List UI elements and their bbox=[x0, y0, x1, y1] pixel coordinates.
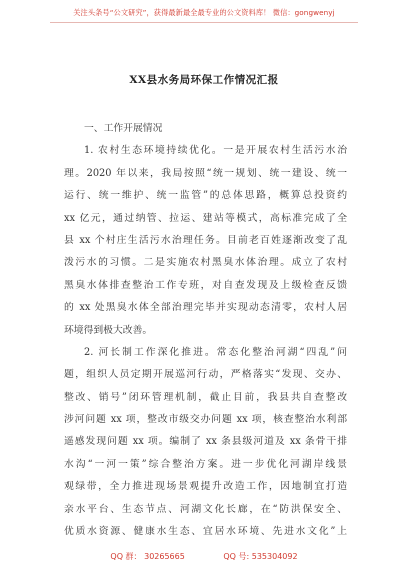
paragraph-line: 水沟“一河一策”综合整治方案。进一步优化河湖岸线景 bbox=[64, 458, 347, 470]
footer-contact bbox=[0, 551, 408, 562]
paragraph-line: 县 xx 个村庄生活污水治理任务。目前老百姓逐渐改变了乱 bbox=[64, 234, 347, 246]
paragraph-line: 运行、统一维护、统一监管”的总体思路，概算总投资约 bbox=[64, 190, 347, 202]
section-heading: 一、工作开展情况 bbox=[84, 123, 163, 134]
document-body bbox=[64, 118, 347, 543]
paragraph-line: xx 亿元，通过纳管、拉运、建站等模式，高标准完成了全 bbox=[64, 212, 347, 224]
paragraph-line: 亲水平台、生态节点、河湖文化长廊，在“防洪保安全、 bbox=[64, 503, 347, 515]
paragraph-line: 的 xx 处黑臭水体全部治理完毕并实现动态清零，农村人居 bbox=[64, 302, 347, 314]
paragraph-line: 遥感发现问题 xx 项。编制了 xx 条县级河道及 xx 条骨干排 bbox=[64, 436, 347, 448]
document-title: XX县水务局环保工作情况汇报 bbox=[129, 74, 279, 86]
paragraph-line: 涉河问题 xx 项，整改市级交办问题 xx 项，核查整治水利部 bbox=[64, 414, 347, 426]
paragraph-line: 优质水资源、健康水生态、宜居水环境、先进水文化”上 bbox=[64, 526, 347, 538]
paragraph-line: 观绿带，全力推进现场景观提升改造工作，因地制宜打造 bbox=[64, 481, 347, 493]
paragraph-line: 理。2020 年以来，我局按照“统一规划、统一建设、统一 bbox=[64, 167, 347, 179]
qq-number-text: QQ 号: 535304092 bbox=[223, 552, 298, 561]
header-divider bbox=[50, 22, 358, 23]
paragraph-line: 泼污水的习惯。二是实施农村黑臭水体治理。成立了农村 bbox=[64, 257, 347, 269]
paragraph-line: 整改、销号”闭环管理机制，截止目前，我县共自查整改 bbox=[64, 391, 347, 403]
header-banner: 关注头条号“公文研究”，获得最新最全最专业的公文资料库！ 微信：gongwenyj bbox=[73, 8, 335, 17]
paragraph-line: 2. 河长制工作深化推进。常态化整治河湖“四乱”问 bbox=[84, 346, 347, 358]
paragraph-line: 1. 农村生态环境持续优化。一是开展农村生活污水治 bbox=[84, 145, 347, 157]
paragraph-line: 题，组织人员定期开展巡河行动，严格落实“发现、交办、 bbox=[64, 369, 347, 381]
paragraph-line: 黑臭水体排查整治工作专班，对自查发现及上级检查反馈 bbox=[64, 279, 347, 291]
paragraph-line: 环境得到极大改善。 bbox=[64, 324, 153, 336]
qq-group-text: QQ 群： 30265665 bbox=[110, 552, 185, 561]
